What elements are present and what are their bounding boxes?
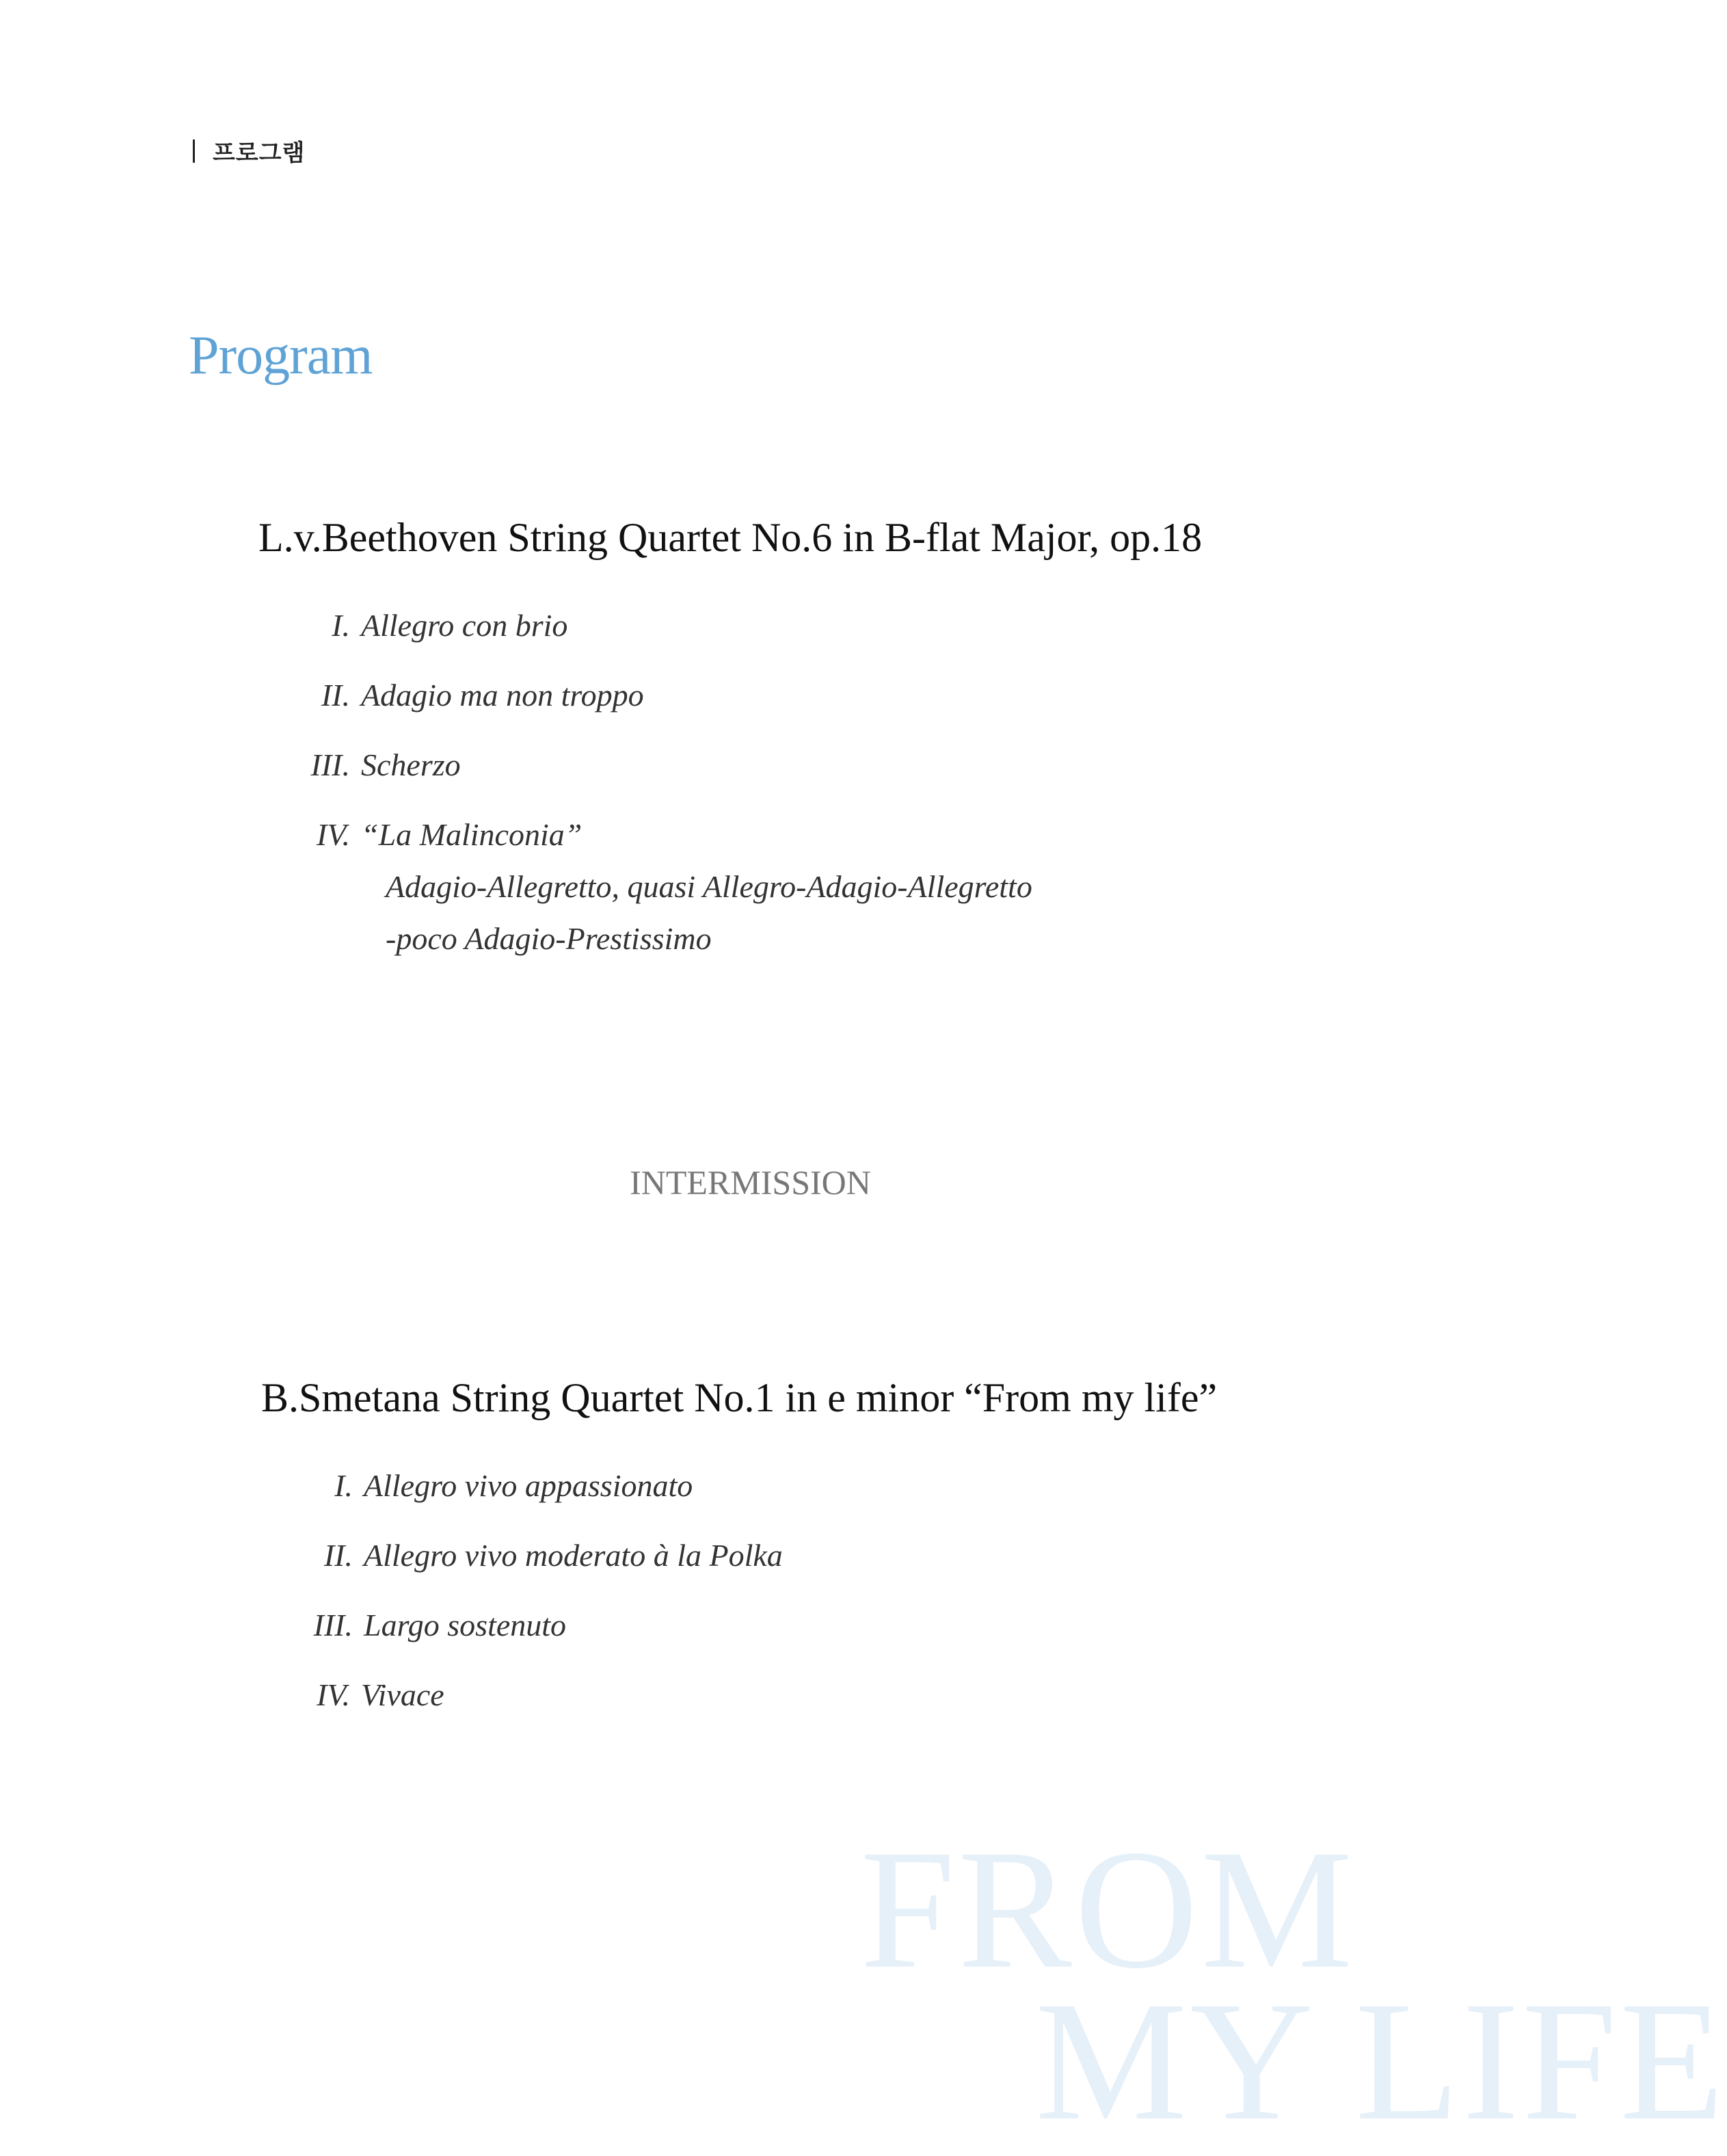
movement-number: III. [313, 1608, 353, 1642]
movement-name: Vivace [361, 1677, 444, 1712]
movement-item [293, 1470, 693, 1502]
section-tag-label: 프로그램 [213, 139, 306, 167]
movement-name: Allegro vivo appassionato [364, 1468, 693, 1503]
movement-continuation: Adagio-Allegretto, quasi Allegro-Adagio-Allegretto [386, 869, 1032, 904]
movement-number: IV. [317, 1677, 350, 1712]
intermission-label: INTERMISSION [630, 1163, 871, 1201]
section-tag [193, 134, 305, 168]
movement-item [290, 680, 644, 711]
work-title-beethoven: L.v.Beethoven String Quartet No.6 in B-flat Major, op.18 [258, 515, 1203, 560]
movement-number: I. [332, 608, 350, 643]
program-heading: Program [189, 325, 373, 386]
section-tag-bar [193, 139, 195, 163]
movement-name: Allegro vivo moderato à la Polka [364, 1538, 783, 1573]
watermark-line-1: FROM [860, 1815, 1356, 2004]
movement-item [290, 749, 461, 781]
movement-name: Adagio ma non troppo [361, 678, 644, 713]
work-title-smetana: B.Smetana String Quartet No.1 in e minor “From my life” [261, 1375, 1218, 1420]
movement-name: Allegro con brio [361, 608, 568, 643]
movement-item [290, 610, 567, 641]
movement-number: II. [323, 1538, 353, 1573]
movement-name: “La Malinconia” [361, 817, 583, 852]
movement-item [293, 1540, 783, 1571]
movement-name: Largo sostenuto [364, 1608, 567, 1642]
movement-name: Scherzo [361, 747, 461, 782]
movement-item [290, 1679, 444, 1711]
movement-number: III. [310, 747, 350, 782]
watermark-line-2: MY LIFE [1035, 1967, 1727, 2156]
movement-number: II. [321, 678, 350, 713]
movement-item [293, 1610, 566, 1641]
movement-continuation: -poco Adagio-Prestissimo [386, 921, 712, 956]
movement-number: IV. [317, 817, 350, 852]
movement-item [290, 819, 582, 851]
movement-number: I. [334, 1468, 353, 1503]
